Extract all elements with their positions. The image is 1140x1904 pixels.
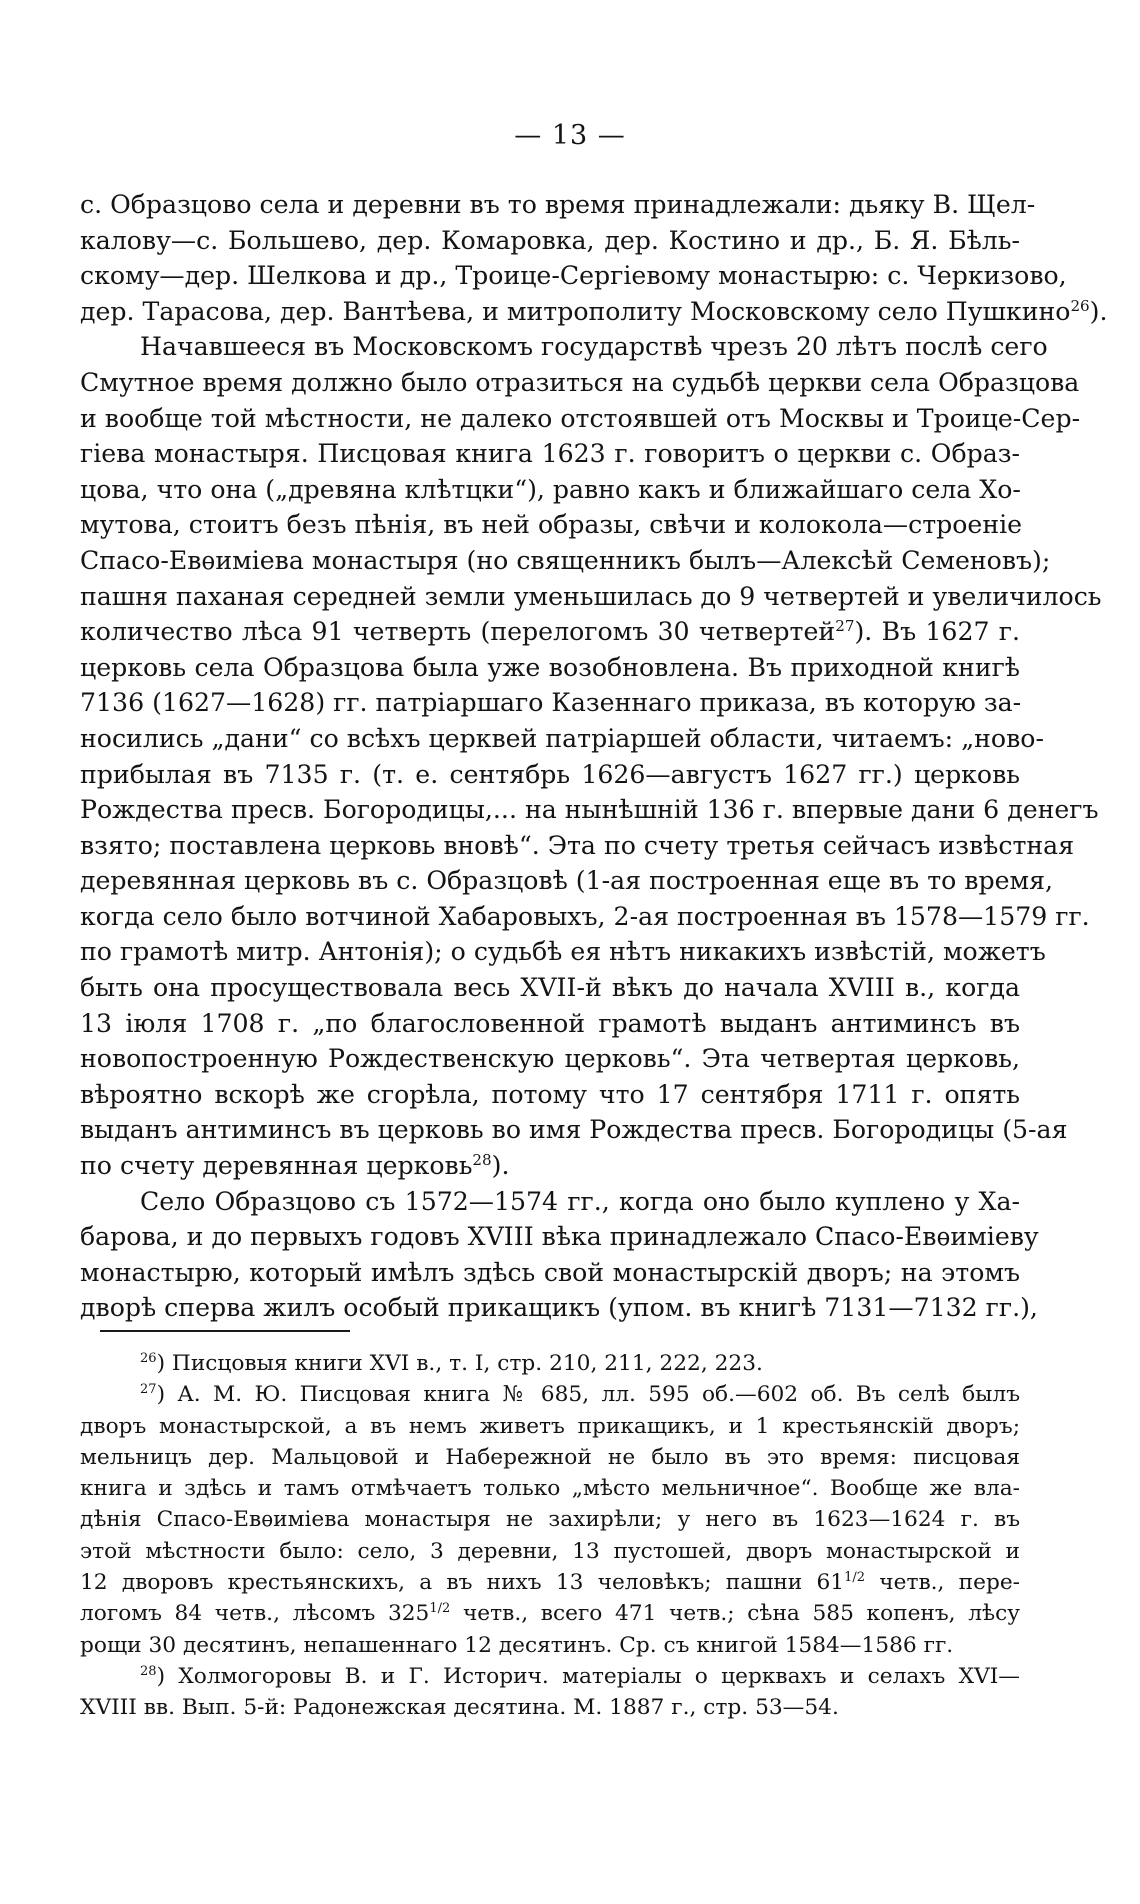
text-line: Начавшееся въ Московскомъ государствѣ чрезъ 20 лѣтъ послѣ сего (140, 332, 1048, 362)
text-line: мутова, стоитъ безъ пѣнія, въ ней образы, свѣчи и колокола—строеніе (80, 510, 1023, 540)
text-line: монастырю, который имѣлъ здѣсь свой монастырскій дворъ; на этомъ (80, 1257, 1020, 1287)
text-line: цова, что она („древяна клѣтцки“), равно какъ и ближайшаго села Хо- (80, 474, 1021, 504)
footnote-ref-26: 26 (1070, 296, 1090, 315)
text-line: по счету деревянная церковь$^{28}$). (80, 1150, 510, 1181)
text-line: барова, и до первыхъ годовъ XVIII вѣка принадлежало Спасо-Евѳиміеву (80, 1222, 1039, 1252)
text-line: вѣроятно вскорѣ же сгорѣла, потому что 17 сентября 1711 г. опять (80, 1079, 1020, 1109)
footnote-divider (100, 1330, 350, 1332)
footnote-28 (80, 1661, 1020, 1724)
footnote-26 (80, 1348, 1020, 1379)
text-line: взято; поставлена церковь вновѣ“. Эта по счету третья сейчасъ извѣстная (80, 830, 1075, 860)
footnotes (80, 1348, 1020, 1724)
text-line: дер. Тарасова, дер. Вантѣева, и митрополиту Московскому село Пушкино$^{26}$). (80, 296, 1108, 326)
footnote-ref-28: 28 (472, 1150, 492, 1169)
footnote-line: логомъ 84 четв., лѣсомъ $325^{1/2}$ четв., всего 471 четв.; сѣна 585 копенъ, лѣсу (80, 1601, 1020, 1627)
footnote-line: $^{27}$) А. М. Ю. Писцовая книга № 685, лл. 595 об.—602 об. Въ селѣ былъ (140, 1382, 1020, 1408)
footnote-line: XVIII вв. Вып. 5-й: Радонежская десятина. М. 1887 г., стр. 53—54. (80, 1695, 839, 1721)
footnote-line: дѣнія Спасо-Евѳиміева монастыря не захирѣли; у него въ 1623—1624 г. въ (80, 1507, 1020, 1533)
text-line: прибылая въ 7135 г. (т. е. сентябрь 1626—августъ 1627 гг.) церковь (80, 759, 1020, 789)
main-text (80, 187, 1108, 1326)
text-line: Село Образцово съ 1572—1574 гг., когда оно было куплено у Ха- (140, 1186, 1020, 1216)
footnote-line: книга и здѣсь и тамъ отмѣчаетъ только „мѣсто мельничное“. Вообще же вла- (80, 1476, 1020, 1502)
footnote-line: мельницъ дер. Мальцовой и Набережной не было въ это время: писцовая (80, 1444, 1020, 1470)
text-line: с. Образцово села и деревни въ то время принадлежали: дьяку В. Щел- (80, 190, 1036, 219)
text-line: новопостроенную Рождественскую церковь“. Эта четвертая церковь, (80, 1044, 1020, 1074)
text-line: пашня паханая середней земли уменьшилась до 9 четвертей и увеличилось (80, 581, 1102, 611)
text-line: 13 іюля 1708 г. „по благословенной грамотѣ выданъ антиминсъ въ (80, 1008, 1020, 1038)
footnote-line: $^{28}$) Холмогоровы В. и Г. Историч. матеріалы о церквахъ и селахъ XVI— (140, 1663, 1020, 1689)
page-number: — 13 — (514, 120, 626, 151)
text-line: гіева монастыря. Писцовая книга 1623 г. говоритъ о церкви с. Образ- (80, 439, 1020, 469)
text-line: деревянная церковь въ с. Образцовѣ (1-ая построенная еще въ то время, (80, 866, 1053, 896)
footnote-ref-27: 27 (835, 617, 855, 636)
text-line: и вообще той мѣстности, не далеко отстоявшей отъ Москвы и Троице-Сер- (80, 403, 1081, 433)
footnote-line: 12 дворовъ крестьянскихъ, а въ нихъ 13 человѣкъ; пашни $61^{1/2}$ четв., пере- (80, 1570, 1020, 1596)
footnote-line: дворъ монастырской, а въ немъ живетъ прикащикъ, и 1 крестьянскій дворъ; (80, 1413, 1020, 1439)
footnote-line: этой мѣстности было: село, 3 деревни, 13 пустошей, дворъ монастырской и (80, 1538, 1020, 1564)
text-line: быть она просуществовала весь XVII-й вѣкъ до начала XVIII в., когда (80, 973, 1020, 1003)
text-line: Рождества пресв. Богородицы,... на нынѣшній 136 г. впервые дани 6 денегъ (80, 795, 1099, 825)
text-line: выданъ антиминсъ въ церковь во имя Рождества пресв. Богородицы (5-ая (80, 1115, 1068, 1145)
text-line: по грамотѣ митр. Антонія); о судьбѣ ея нѣтъ никакихъ извѣстій, можетъ (80, 937, 1046, 967)
text-line: дворѣ сперва жилъ особый прикащикъ (упом. въ книгѣ 7131—7132 гг.), (80, 1293, 1038, 1323)
text-line: скому—дер. Шелкова и др., Троице-Сергіевому монастырю: с. Черкизово, (80, 261, 1067, 291)
paragraph-1 (80, 187, 1108, 329)
text-line: количество лѣса 91 четверть (перелогомъ 30 четвертей$^{27}$). Въ 1627 г. (80, 617, 1020, 647)
text-line: калову—с. Большево, дер. Комаровка, дер. Костино и др., Б. Я. Бѣль- (80, 225, 1020, 255)
text-line: носились „дани“ со всѣхъ церквей патріаршей области, читаемъ: „ново- (80, 723, 1044, 753)
text-line: Смутное время должно было отразиться на судьбѣ церкви села Образцова (80, 367, 1080, 397)
text-line: Спасо-Евѳиміева монастыря (но священникъ былъ—Алексѣй Семеновъ); (80, 545, 1051, 575)
footnote-line: рощи 30 десятинъ, непашеннаго 12 десятинъ. Ср. съ книгой 1584—1586 гг. (80, 1632, 954, 1658)
paragraph-2 (80, 329, 1102, 1183)
paragraph-3 (80, 1184, 1039, 1326)
text-line: 7136 (1627—1628) гг. патріаршаго Казеннаго приказа, въ которую за- (80, 688, 1022, 718)
text-line: церковь села Образцова была уже возобновлена. Въ приходной книгѣ (80, 652, 1020, 682)
text-line: когда село было вотчиной Хабаровыхъ, 2-ая построенная въ 1578—1579 гг. (80, 901, 1090, 931)
footnote-27 (80, 1379, 1020, 1661)
footnote-line: $^{26}$) Писцовыя книги XVI в., т. I, стр. 210, 211, 222, 223. (140, 1351, 763, 1376)
